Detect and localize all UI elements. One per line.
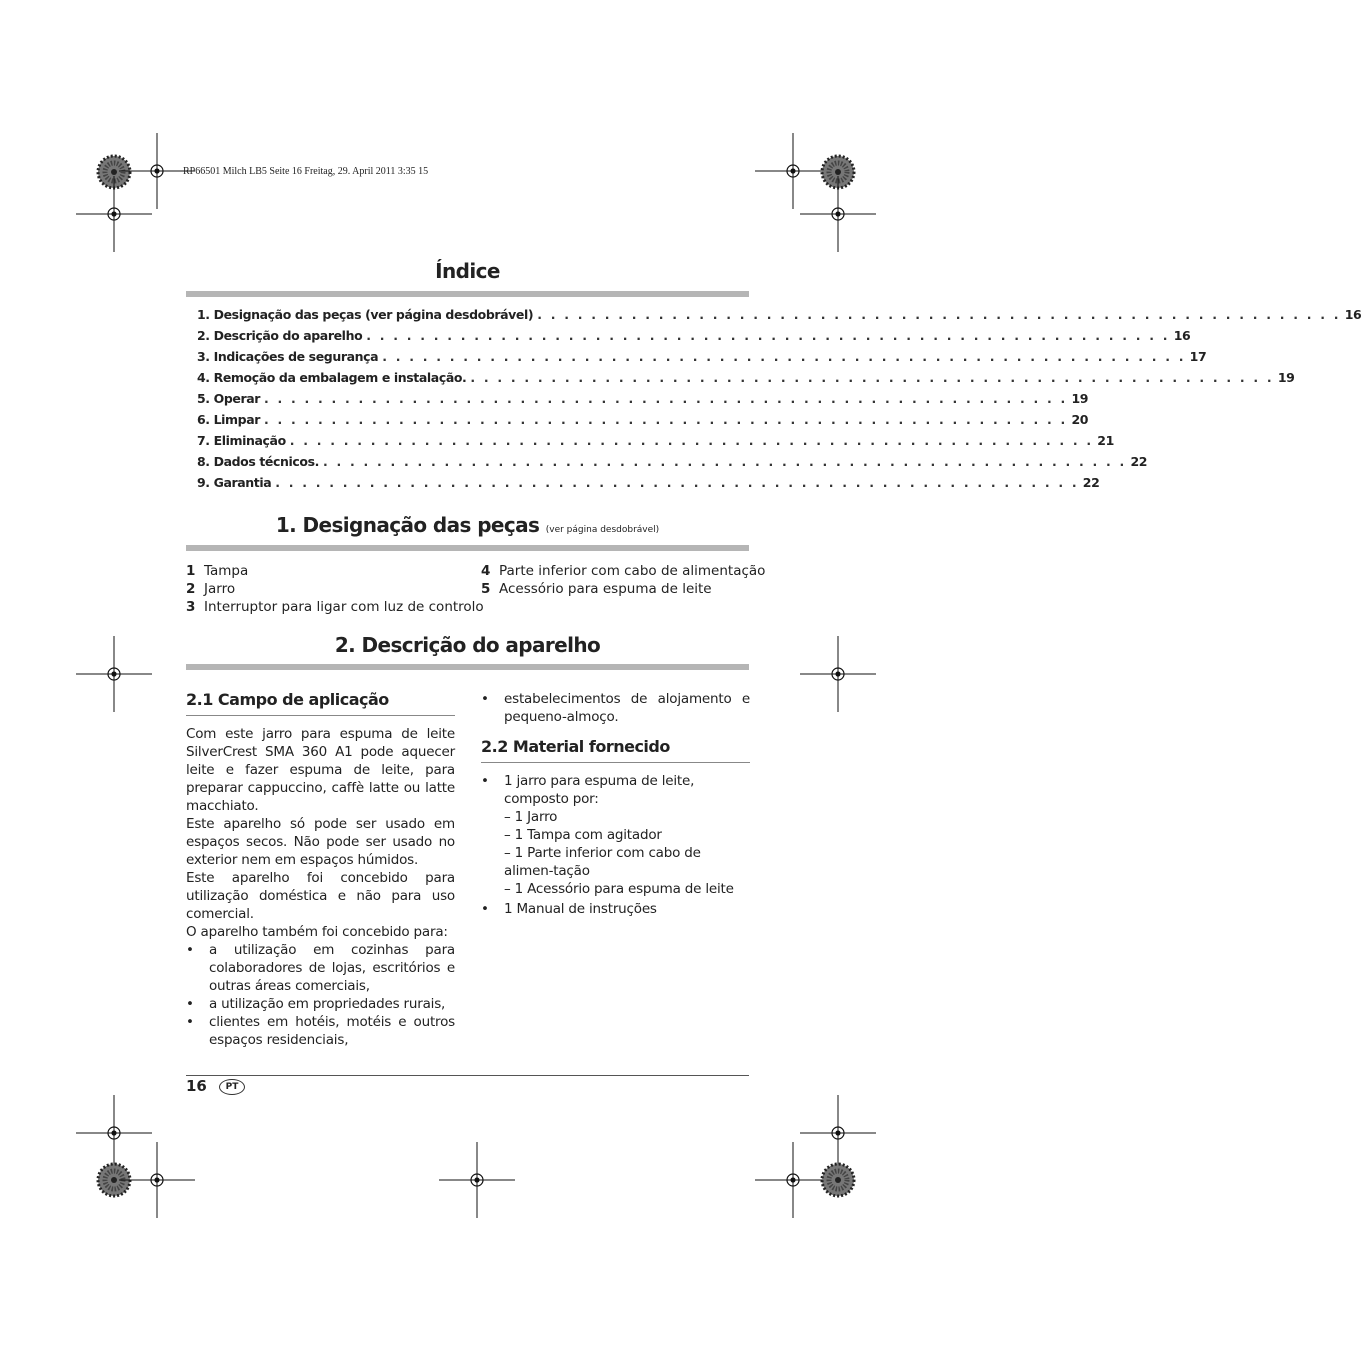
list-item <box>186 562 455 580</box>
toc-entry[interactable] <box>197 412 1089 433</box>
parts-list-left <box>186 562 484 616</box>
part-label: Acessório para espuma de leite <box>499 581 712 597</box>
toc-leader: . . . . . . . . . . . . . . . . . . . . . . . . . . . . . . . . . . . . . . . . . . . . . . . . . . . . . . . . . . . . <box>382 349 1186 364</box>
part-label: Parte inferior com cabo de alimentação <box>499 563 766 579</box>
list-item: • clientes em hotéis, motéis e outros espaços residenciais, <box>186 1013 455 1049</box>
list-item: • 1 Manual de instruções <box>481 900 750 918</box>
index-rule <box>186 291 749 297</box>
toc-entry-page: 22 <box>1082 475 1100 490</box>
print-header: RP66501 Milch LB5 Seite 16 Freitag, 29. April 2011 3:35 15 <box>183 166 429 177</box>
toc-entry-label: 9. Garantia <box>197 475 272 490</box>
list-item <box>481 580 750 598</box>
toc-entry-page: 16 <box>1173 328 1191 343</box>
sub-list-item: – 1 Parte inferior com cabo de alimen-tação <box>504 845 701 879</box>
part-number: 2 <box>186 581 196 597</box>
toc-entry[interactable] <box>197 370 1295 391</box>
toc-leader: . . . . . . . . . . . . . . . . . . . . . . . . . . . . . . . . . . . . . . . . . . . . . . . . . . . . . . . . . . . . <box>289 433 1094 448</box>
list-item <box>186 598 484 616</box>
index-title: Índice <box>435 259 500 283</box>
toc-entry[interactable] <box>197 454 1148 475</box>
part-number: 4 <box>481 563 491 579</box>
paragraph: Este aparelho foi concebido para utilização doméstica e não para uso comercial. <box>186 870 455 922</box>
list-item <box>481 562 766 580</box>
paragraph: Este aparelho só pode ser usado em espaços secos. Não pode ser usado no exterior nem em espaços húmidos. <box>186 816 455 868</box>
part-label: Jarro <box>204 581 236 597</box>
toc-leader: . . . . . . . . . . . . . . . . . . . . . . . . . . . . . . . . . . . . . . . . . . . . . . . . . . . . . . . . . . . . <box>264 412 1068 427</box>
sub-list-item: – 1 Acessório para espuma de leite <box>504 881 734 897</box>
toc-entry-page: 19 <box>1277 370 1295 385</box>
toc-entry[interactable] <box>197 328 1191 349</box>
section1-note: (ver página desdobrável) <box>545 525 660 535</box>
toc-entry-label: 4. Remoção da embalagem e instalação. <box>197 370 467 385</box>
toc-entry-page: 21 <box>1097 433 1114 448</box>
sub-list-item: – 1 Tampa com agitador <box>504 827 662 843</box>
toc-leader: . . . . . . . . . . . . . . . . . . . . . . . . . . . . . . . . . . . . . . . . . . . . . . . . . . . . . . . . . . . . <box>275 475 1079 490</box>
list-item: • a utilização em cozinhas para colaboradores de lojas, escritórios e outras áreas comerciais, <box>186 941 455 995</box>
subsection-title: 2.1 Campo de aplicação <box>186 690 455 716</box>
section-2-1-continued <box>481 690 750 726</box>
toc-entry[interactable] <box>197 433 1114 454</box>
footer-rule <box>186 1075 749 1076</box>
toc-entry[interactable] <box>197 307 1361 328</box>
part-label: Interruptor para ligar com luz de controlo <box>204 599 484 615</box>
section1-title <box>186 513 749 537</box>
toc-entry-page: 17 <box>1189 349 1207 364</box>
toc-leader: . . . . . . . . . . . . . . . . . . . . . . . . . . . . . . . . . . . . . . . . . . . . . . . . . . . . . . . . . . . . <box>264 391 1068 406</box>
toc-entry-page: 20 <box>1071 412 1089 427</box>
toc-leader: . . . . . . . . . . . . . . . . . . . . . . . . . . . . . . . . . . . . . . . . . . . . . . . . . . . . . . . . . . . . <box>322 454 1127 469</box>
subsection-title: 2.2 Material fornecido <box>481 737 750 763</box>
list-item: • 1 jarro para espuma de leite, composto por: <box>481 772 750 808</box>
toc-entry-page: 19 <box>1071 391 1089 406</box>
part-number: 1 <box>186 563 196 579</box>
list-item: • a utilização em propriedades rurais, <box>186 995 455 1013</box>
toc-entry-label: 7. Eliminação <box>197 433 286 448</box>
section2-rule <box>186 664 749 670</box>
language-badge: PT <box>219 1079 245 1095</box>
paragraph: O aparelho também foi concebido para: <box>186 924 448 940</box>
toc-entry-label: 1. Designação das peças (ver página desdobrável) <box>197 307 534 322</box>
toc-leader: . . . . . . . . . . . . . . . . . . . . . . . . . . . . . . . . . . . . . . . . . . . . . . . . . . . . . . . . . . . . <box>366 328 1170 343</box>
toc-entry-label: 6. Limpar <box>197 412 261 427</box>
part-number: 5 <box>481 581 491 597</box>
toc-entry[interactable] <box>197 349 1207 370</box>
toc-entry-page: 16 <box>1344 307 1361 322</box>
toc-entry-label: 2. Descrição do aparelho <box>197 328 363 343</box>
table-of-contents <box>197 307 1361 496</box>
section-2-1-body <box>186 725 455 1049</box>
part-label: Tampa <box>204 563 249 579</box>
toc-entry[interactable] <box>197 475 1100 496</box>
section1-title-text: 1. Designação das peças <box>275 513 540 537</box>
toc-leader: . . . . . . . . . . . . . . . . . . . . . . . . . . . . . . . . . . . . . . . . . . . . . . . . . . . . . . . . . . . . <box>470 370 1274 385</box>
section-2-2-body <box>481 772 750 918</box>
toc-entry-label: 8. Dados técnicos. <box>197 454 319 469</box>
part-number: 3 <box>186 599 196 615</box>
toc-entry-label: 5. Operar <box>197 391 261 406</box>
section-2-2 <box>481 737 750 918</box>
sub-list-item: – 1 Jarro <box>504 809 558 825</box>
toc-entry[interactable] <box>197 391 1089 412</box>
paragraph: Com este jarro para espuma de leite SilverCrest SMA 360 A1 pode aquecer leite e fazer espuma de leite, para preparar cappuccino, caffè latte ou latte macchiato. <box>186 726 455 814</box>
toc-leader: . . . . . . . . . . . . . . . . . . . . . . . . . . . . . . . . . . . . . . . . . . . . . . . . . . . . . . . . . . . . <box>537 307 1341 322</box>
page-number: 16 <box>186 1077 207 1095</box>
list-item: • estabelecimentos de alojamento e pequeno-almoço. <box>481 690 750 726</box>
toc-entry-page: 22 <box>1130 454 1148 469</box>
list-item <box>186 580 455 598</box>
section1-rule <box>186 545 749 551</box>
section-2-1 <box>186 690 455 1049</box>
parts-list-right <box>481 562 766 598</box>
section2-title: 2. Descrição do aparelho <box>334 633 601 657</box>
toc-entry-label: 3. Indicações de segurança <box>197 349 379 364</box>
